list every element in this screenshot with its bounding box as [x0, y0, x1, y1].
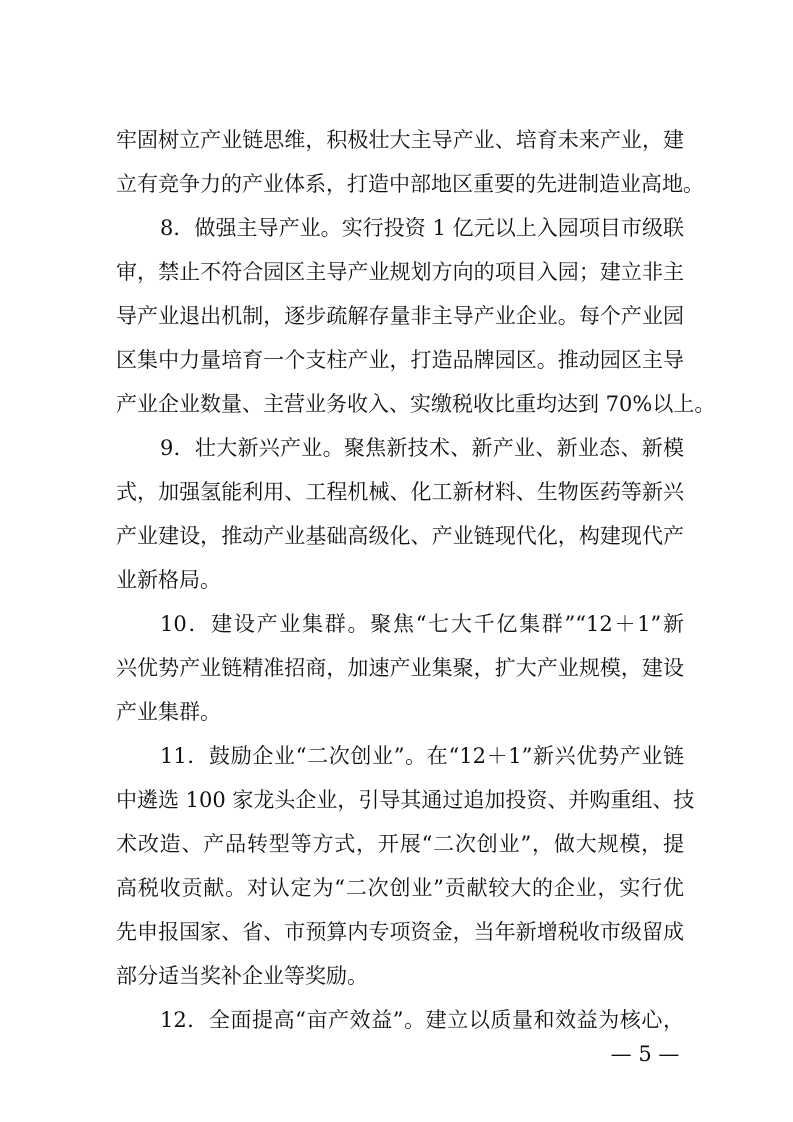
text-line: 导产业退出机制，逐步疏解存量非主导产业企业。每个产业园: [116, 304, 684, 328]
page-number: — 5 —: [610, 1042, 680, 1066]
text-line: 先申报国家、省、市预算内专项资金，当年新增税收市级留成: [116, 920, 684, 944]
paragraph-first-line: 8．做强主导产业。实行投资 1 亿元以上入园项目市级联: [160, 216, 684, 240]
text-line: 部分适当奖补企业等奖励。: [116, 964, 368, 988]
text-line: 兴优势产业链精准招商，加速产业集聚，扩大产业规模，建设: [116, 656, 684, 680]
text-line: 审，禁止不符合园区主导产业规划方向的项目入园；建立非主: [116, 260, 684, 284]
text-line: 产业企业数量、主营业务收入、实缴税收比重均达到 70%以上。: [116, 392, 716, 416]
text-line: 式，加强氢能利用、工程机械、化工新材料、生物医药等新兴: [116, 480, 684, 504]
paragraph-first-line: 9．壮大新兴产业。聚焦新技术、新产业、新业态、新模: [160, 436, 684, 460]
paragraph-first-line: 12．全面提高“亩产效益”。建立以质量和效益为核心，: [160, 1008, 684, 1032]
text-line: 立有竞争力的产业体系，打造中部地区重要的先进制造业高地。: [116, 172, 704, 196]
text-line: 产业建设，推动产业基础高级化、产业链现代化，构建现代产: [116, 524, 684, 548]
paragraph-first-line: 10．建设产业集群。聚焦“七大千亿集群”“12＋1”新: [160, 612, 684, 636]
text-line: 产业集群。: [116, 700, 221, 724]
text-line: 中遴选 100 家龙头企业，引导其通过追加投资、并购重组、技: [116, 788, 695, 812]
text-line: 牢固树立产业链思维，积极壮大主导产业、培育未来产业，建: [116, 128, 684, 152]
text-line: 业新格局。: [116, 568, 221, 592]
text-line: 区集中力量培育一个支柱产业，打造品牌园区。推动园区主导: [116, 348, 684, 372]
paragraph-first-line: 11．鼓励企业“二次创业”。在“12＋1”新兴优势产业链: [160, 744, 684, 768]
text-line: 高税收贡献。对认定为“二次创业”贡献较大的企业，实行优: [116, 876, 684, 900]
text-line: 术改造、产品转型等方式，开展“二次创业”，做大规模，提: [116, 832, 684, 856]
